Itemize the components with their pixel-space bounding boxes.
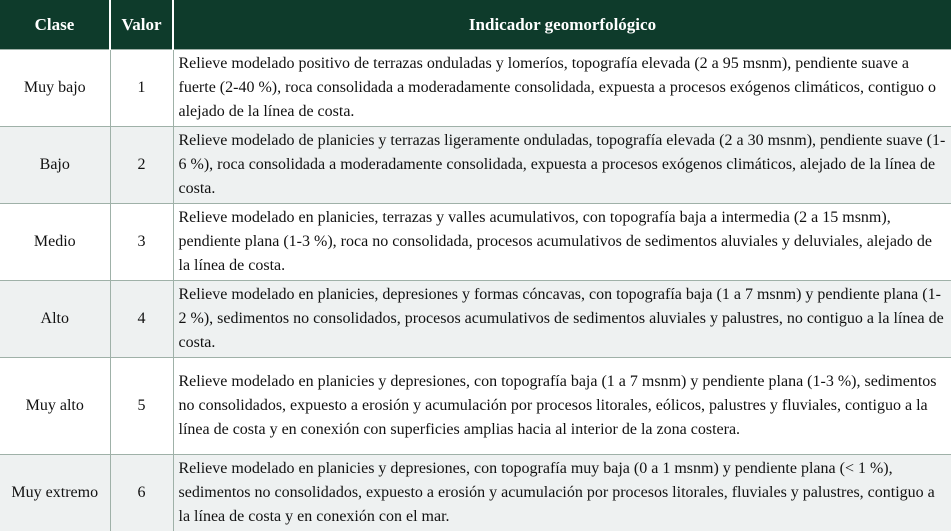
cell-valor: 4 (110, 281, 173, 358)
cell-indicador: Relieve modelado en planicies, depresiones y formas cóncavas, con topografía baja (1 a 7 msnm) y pendiente plana (1-2 %), sedimentos no consolidados, procesos acumulativos de sedimentos aluviales y palustres, no contiguo a la línea de costa. (173, 281, 951, 358)
table-row (0, 455, 951, 531)
header-row (0, 0, 951, 50)
cell-valor: 5 (110, 358, 173, 455)
cell-clase: Medio (0, 204, 110, 281)
cell-clase: Muy alto (0, 358, 110, 455)
cell-clase: Muy bajo (0, 50, 110, 127)
table-row (0, 204, 951, 281)
table-row (0, 358, 951, 455)
cell-indicador: Relieve modelado en planicies, terrazas y valles acumulativos, con topografía baja a intermedia (2 a 15 msnm), pendiente plana (1-3 %), roca no consolidada, procesos acumulativos de sedimentos aluviales y deluviales, alejado de la línea de costa. (173, 204, 951, 281)
cell-valor: 2 (110, 127, 173, 204)
header-clase: Clase (0, 0, 110, 50)
cell-valor: 6 (110, 455, 173, 531)
cell-clase: Bajo (0, 127, 110, 204)
header-valor: Valor (110, 0, 173, 50)
cell-valor: 3 (110, 204, 173, 281)
header-indicador: Indicador geomorfológico (173, 0, 951, 50)
table-row (0, 127, 951, 204)
table-body (0, 50, 951, 531)
table-header (0, 0, 951, 50)
cell-valor: 1 (110, 50, 173, 127)
cell-indicador: Relieve modelado en planicies y depresiones, con topografía muy baja (0 a 1 msnm) y pendiente plana (< 1 %), sedimentos no consolidados, expuesto a erosión y acumulación por procesos litorales, fluviales y palustres, contiguo a la línea de costa y en conexión con el mar. (173, 455, 951, 531)
table-row (0, 50, 951, 127)
cell-clase: Alto (0, 281, 110, 358)
table-row (0, 281, 951, 358)
cell-indicador: Relieve modelado positivo de terrazas onduladas y lomeríos, topografía elevada (2 a 95 msnm), pendiente suave a fuerte (2-40 %), roca consolidada a moderadamente consolidada, expuesta a procesos exógenos climáticos, contiguo o alejado de la línea de costa. (173, 50, 951, 127)
cell-indicador: Relieve modelado de planicies y terrazas ligeramente onduladas, topografía elevada (2 a 30 msnm), pendiente suave (1-6 %), roca consolidada a moderadamente consolidada, expuesta a procesos exógenos climáticos, alejado de la línea de costa. (173, 127, 951, 204)
cell-indicador: Relieve modelado en planicies y depresiones, con topografía baja (1 a 7 msnm) y pendiente plana (1-3 %), sedimentos no consolidados, expuesto a erosión y acumulación por procesos litorales, eólicos, palustres y fluviales, contiguo a la línea de costa y en conexión con superficies amplias hacia al interior de la zona costera. (173, 358, 951, 455)
cell-clase: Muy extremo (0, 455, 110, 531)
